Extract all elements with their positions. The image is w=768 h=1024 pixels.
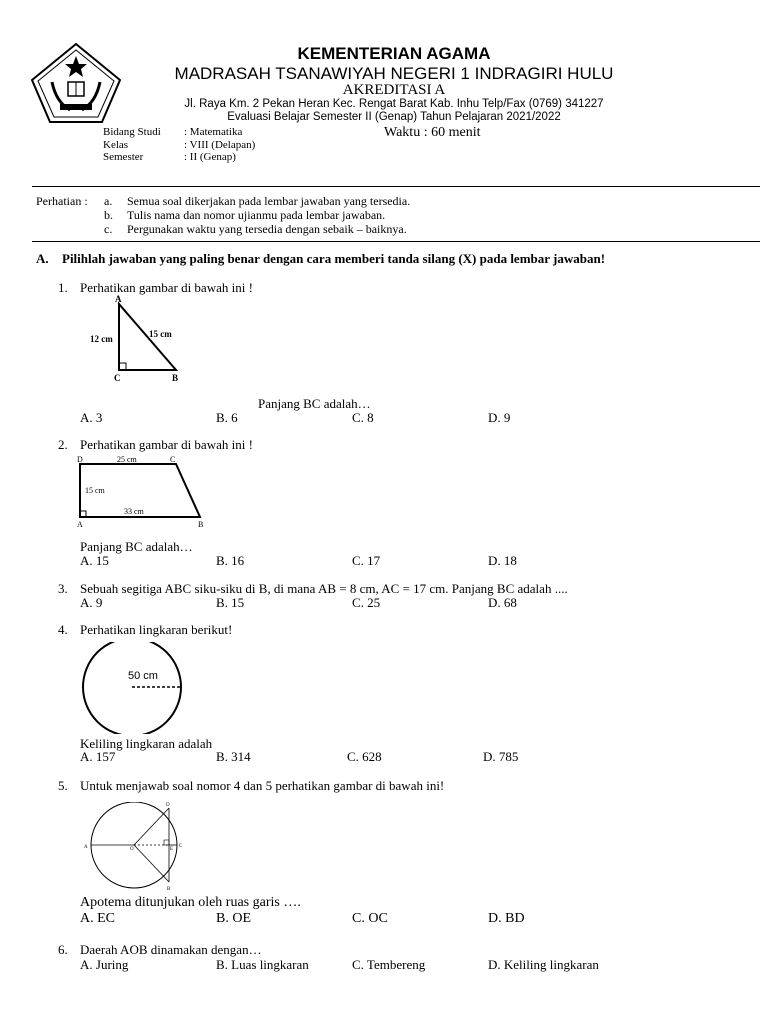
- info-value-class: : VIII (Delapan): [184, 139, 256, 151]
- info-label-class: Kelas: [103, 139, 129, 151]
- question-number: 4.: [58, 622, 68, 637]
- question-text: Untuk menjawab soal nomor 4 dan 5 perhatikan gambar di bawah ini!: [80, 778, 445, 793]
- vertex-label: D: [77, 455, 83, 464]
- point-label: A: [84, 845, 88, 850]
- option: D. Keliling lingkaran: [488, 957, 599, 972]
- option: A. 15: [80, 553, 109, 568]
- right-triangle-figure: [84, 292, 194, 384]
- divider: [32, 241, 760, 242]
- question-number: 3.: [58, 581, 68, 596]
- info-label-semester: Semester: [103, 151, 144, 163]
- option: D. BD: [488, 911, 525, 926]
- note-letter: c.: [104, 222, 113, 236]
- circle-chord-figure: [80, 802, 200, 894]
- note-letter: a.: [104, 194, 113, 208]
- question-prompt: Panjang BC adalah…: [258, 396, 371, 411]
- question-number: 2.: [58, 437, 68, 452]
- option: C. Tembereng: [352, 957, 426, 972]
- option: C. OC: [352, 911, 388, 926]
- option: C. 628: [347, 749, 382, 764]
- side-label: 15 cm: [149, 329, 172, 339]
- question-prompt: Keliling lingkaran adalah: [80, 736, 213, 751]
- vertex-label: B: [172, 373, 179, 383]
- divider: [32, 186, 760, 187]
- vertex-label: A: [77, 520, 83, 529]
- point-label: E: [170, 847, 174, 852]
- option: C. 8: [352, 410, 374, 425]
- option: B. 314: [216, 749, 251, 764]
- ministry-title: KEMENTERIAN AGAMA: [297, 44, 491, 63]
- side-label: 15 cm: [85, 486, 105, 495]
- question-text: Perhatikan lingkaran berikut!: [80, 622, 233, 637]
- point-label: C: [179, 844, 183, 849]
- note-letter: b.: [104, 208, 113, 222]
- side-label: 25 cm: [117, 455, 137, 464]
- note-text: Tulis nama dan nomor ujianmu pada lembar jawaban.: [127, 208, 386, 222]
- option: A. 3: [80, 410, 103, 425]
- time-limit: Waktu : 60 menit: [384, 125, 481, 140]
- question-text: Perhatikan gambar di bawah ini !: [80, 280, 253, 295]
- question-prompt: Apotema ditunjukan oleh ruas garis ….: [80, 895, 301, 910]
- option: A. 157: [80, 749, 116, 764]
- question-text: Daerah AOB dinamakan dengan…: [80, 942, 262, 957]
- note-text: Pergunakan waktu yang tersedia dengan sebaik – baiknya.: [127, 222, 407, 236]
- accreditation: AKREDITASI A: [342, 82, 446, 98]
- info-value-semester: : II (Genap): [184, 151, 236, 163]
- trapezoid-figure: [74, 452, 214, 530]
- notes-label: Perhatian :: [36, 194, 88, 208]
- option: C. 25: [352, 595, 381, 610]
- vertex-label: B: [198, 520, 204, 529]
- address: Jl. Raya Km. 2 Pekan Heran Kec. Rengat Barat Kab. Inhu Telp/Fax (0769) 341227: [184, 98, 604, 110]
- header: [0, 0, 768, 180]
- evaluation-title: Evaluasi Belajar Semester II (Genap) Tahun Pelajaran 2021/2022: [227, 111, 561, 123]
- option: B. 6: [216, 410, 238, 425]
- option: B. Luas lingkaran: [216, 957, 309, 972]
- option: D. 9: [488, 410, 511, 425]
- note-text: Semua soal dikerjakan pada lembar jawaban yang tersedia.: [127, 194, 411, 208]
- info-label-subject: Bidang Studi: [103, 126, 161, 138]
- side-label: 33 cm: [124, 507, 144, 516]
- option: D. 785: [483, 749, 519, 764]
- option: B. 15: [216, 595, 245, 610]
- question-number: 1.: [58, 280, 68, 295]
- option: B. 16: [216, 553, 245, 568]
- option: B. OE: [216, 911, 251, 926]
- question-number: 5.: [58, 778, 68, 793]
- point-label: D: [166, 803, 170, 808]
- question-text: Perhatikan gambar di bawah ini !: [80, 437, 253, 452]
- vertex-label: A: [115, 294, 122, 304]
- question-prompt: Panjang BC adalah…: [80, 539, 193, 554]
- option: C. 17: [352, 553, 381, 568]
- section-instruction: Pilihlah jawaban yang paling benar dengan cara memberi tanda silang (X) pada lembar jawaban!: [62, 251, 606, 266]
- section-letter: A.: [36, 251, 49, 266]
- school-name: MADRASAH TSANAWIYAH NEGERI 1 INDRAGIRI HULU: [174, 64, 614, 83]
- vertex-label: C: [170, 455, 176, 464]
- option: D. 18: [488, 553, 517, 568]
- radius-label: 50 cm: [128, 670, 158, 682]
- option: D. 68: [488, 595, 517, 610]
- question-number: 6.: [58, 942, 68, 957]
- info-value-subject: : Matematika: [184, 126, 243, 138]
- side-label: 12 cm: [90, 334, 113, 344]
- point-label: O: [130, 847, 134, 852]
- option: A. 9: [80, 595, 103, 610]
- option: A. Juring: [80, 957, 129, 972]
- point-label: B: [167, 887, 171, 892]
- question-text: Sebuah segitiga ABC siku-siku di B, di mana AB = 8 cm, AC = 17 cm. Panjang BC adalah ....: [80, 581, 568, 596]
- circle-figure: [78, 642, 188, 734]
- vertex-label: C: [114, 373, 121, 383]
- option: A. EC: [80, 911, 115, 926]
